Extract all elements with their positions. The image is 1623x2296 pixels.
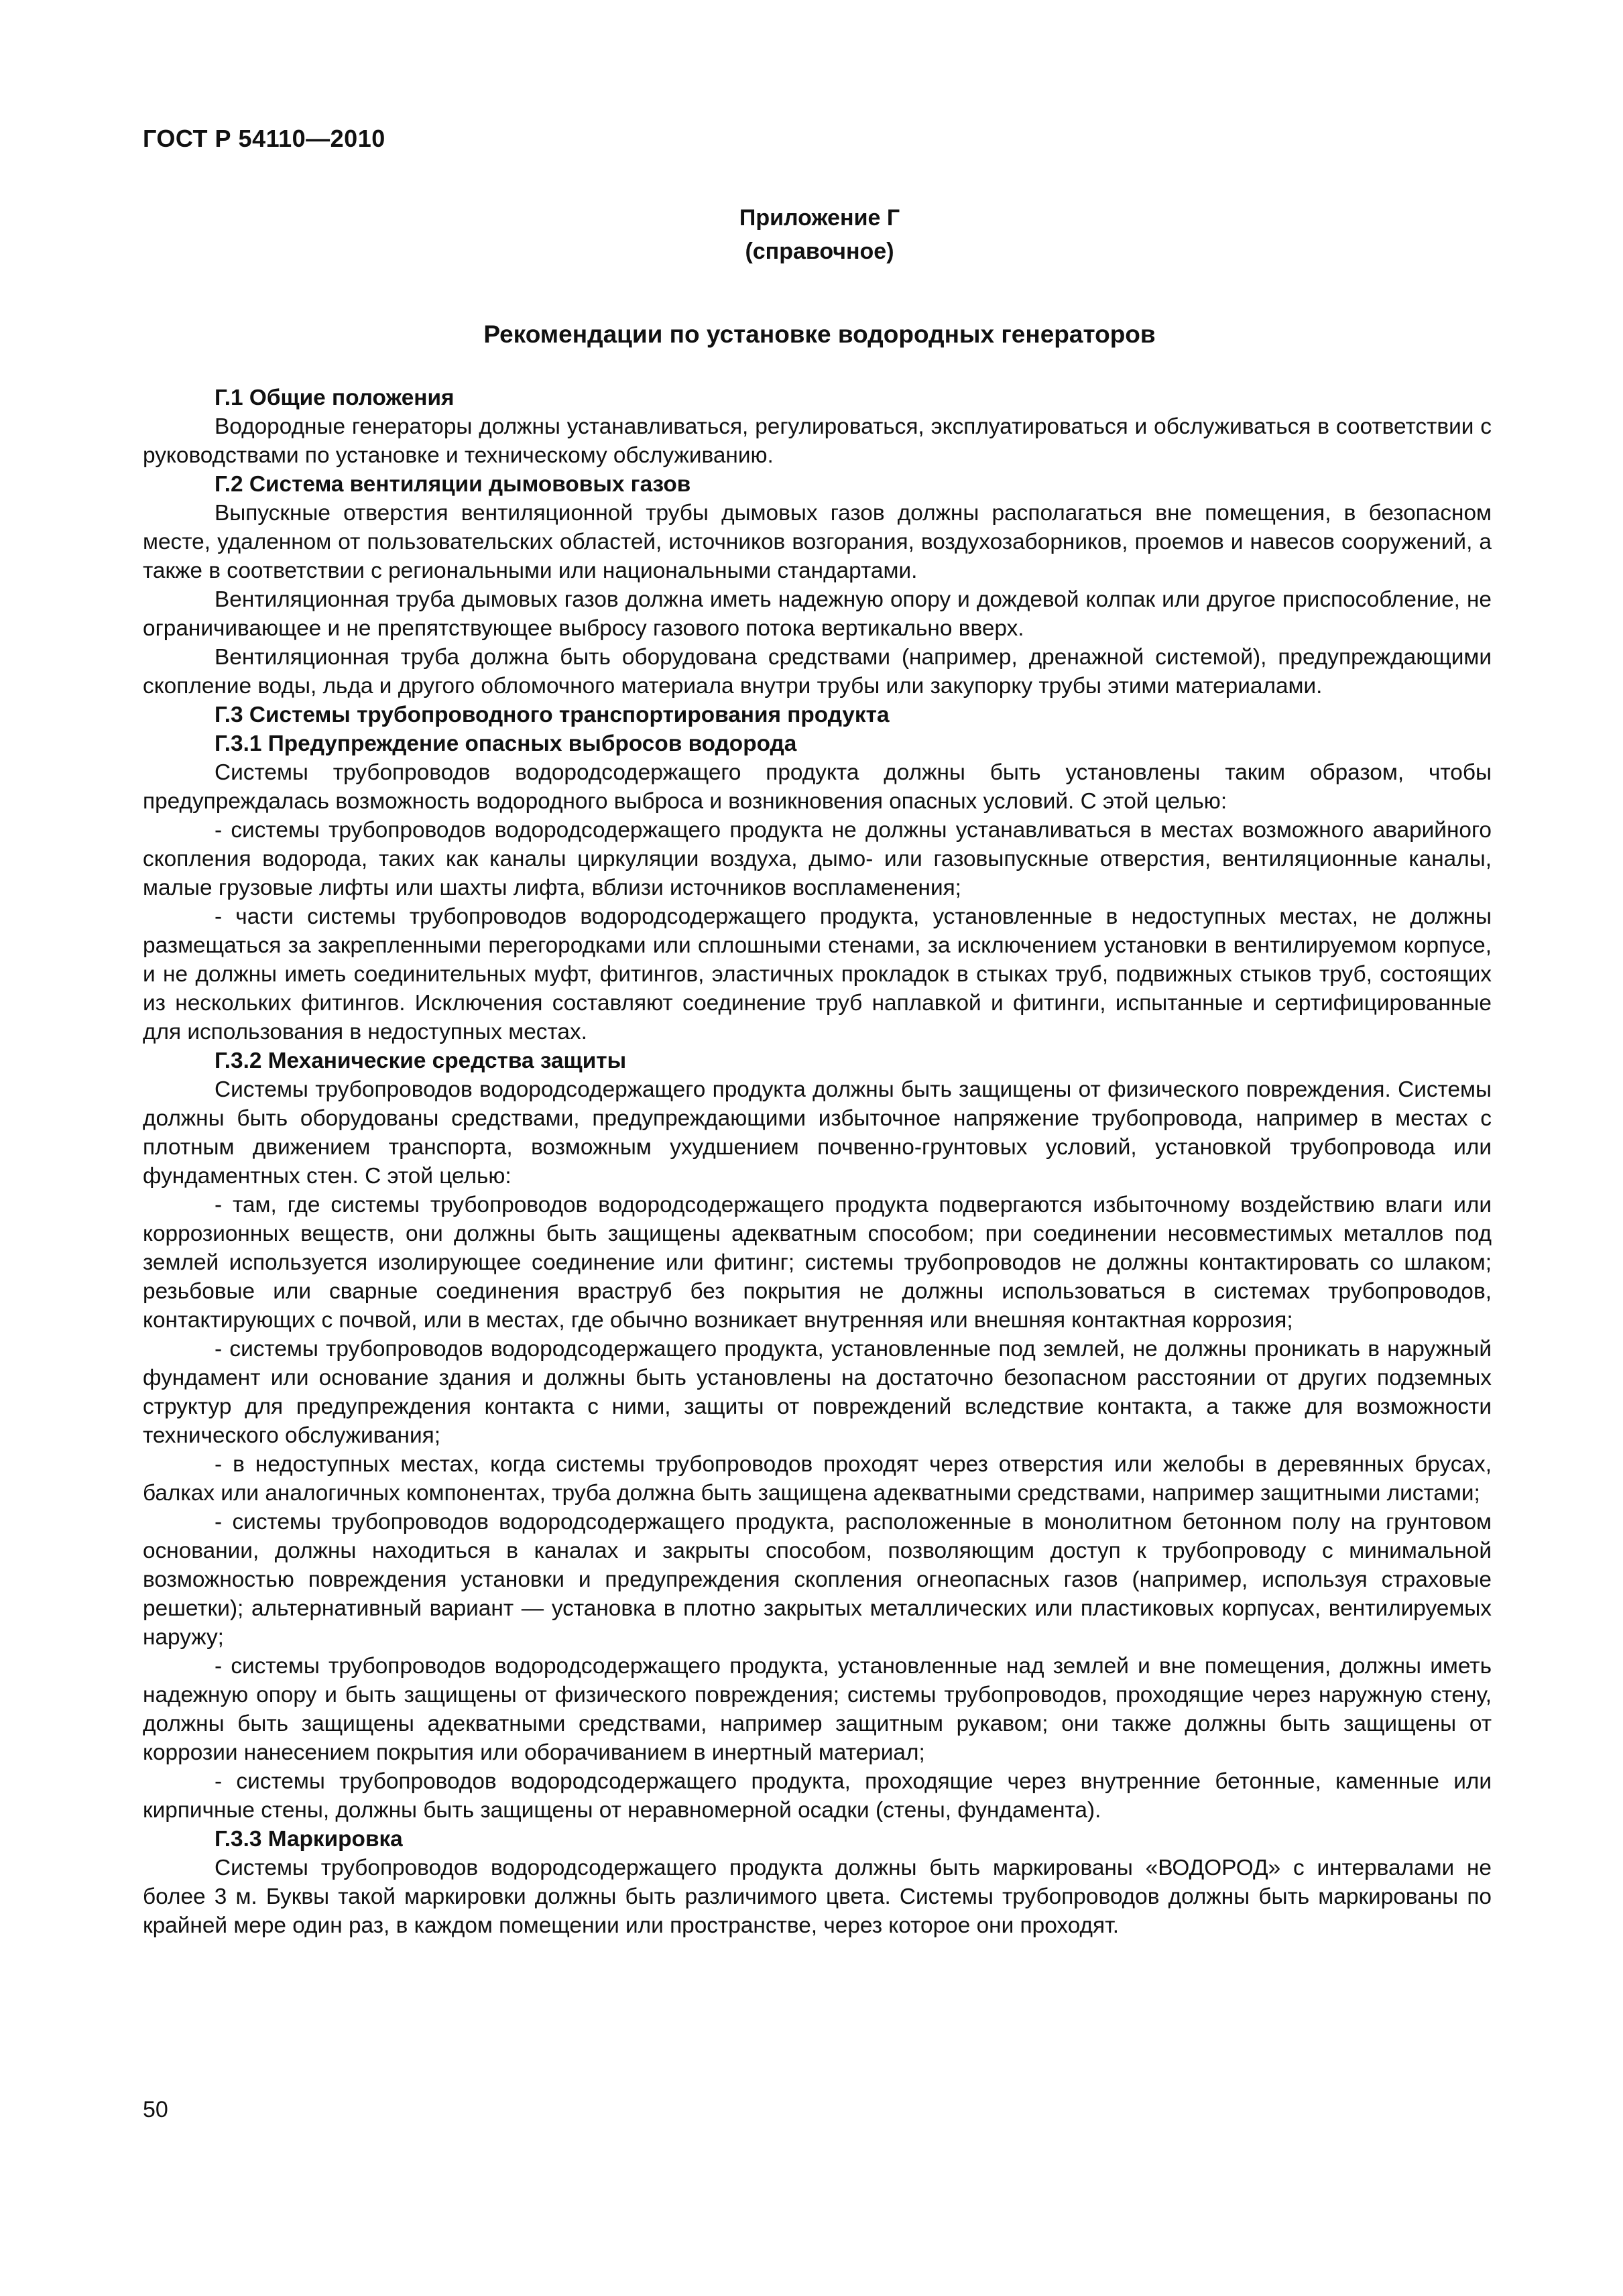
section-heading-g2: Г.2 Система вентиляции дымововых газов [215, 472, 691, 497]
section-heading-g3-3: Г.3.3 Маркировка [215, 1827, 403, 1852]
section-heading-g3-2: Г.3.2 Механические средства защиты [215, 1048, 627, 1073]
paragraph: Системы трубопроводов водородсодержащего продукта должны быть установлены таким образом, чтобы предупреждалась возможность водородного выброса и возникновения опасных условий. С этой целью: [143, 760, 1492, 814]
appendix-label: Приложение Г [739, 205, 900, 231]
paragraph: Водородные генераторы должны устанавливаться, регулироваться, эксплуатироваться и обслуживаться в соответствии с руководствами по установке и техническому обслуживанию. [143, 414, 1492, 468]
paragraph: Системы трубопроводов водородсодержащего продукта должны быть защищены от физического повреждения. Системы должны быть оборудованы средствами, предупреждающими избыточное напряжение трубопровода, например в местах с плотным движением транспорта, возможным ухудшением почвенно-грунтовых условий, установкой трубопровода или фундаментных стен. С этой целью: [143, 1077, 1492, 1189]
list-item: - системы трубопроводов водородсодержащего продукта, расположенные в монолитном бетонном полу на грунтовом основании, должны находиться в каналах и закрыты способом, позволяющим доступ к трубопроводу с минимальной возможностью повреждения установки и предупреждения скопления огнеопасных газов (например, используя страховые решетки); альтернативный вариант — установка в плотно закрытых металлических или пластиковых корпусах, вентилируемых наружу; [143, 1510, 1492, 1650]
paragraph: Системы трубопроводов водородсодержащего продукта должны быть маркированы «ВОДОРОД» с интервалами не более 3 м. Буквы такой маркировки должны быть различимого цвета. Системы трубопроводов должны быть маркированы по крайней мере один раз, в каждом помещении или пространстве, через которое они проходят. [143, 1856, 1492, 1938]
list-item: - части системы трубопроводов водородсодержащего продукта, установленные в недоступных местах, не должны размещаться за закрепленными перегородками или сплошными стенами, за исключением установки в вентилируемом корпусе, и не должны иметь соединительных муфт, фитингов, эластичных прокладок в стыках труб, подвижных стыков труб, состоящих из нескольких фитингов. Исключения составляют соединение труб наплавкой и фитинги, испытанные и сертифицированные для использования в недоступных местах. [143, 904, 1492, 1044]
list-item: - системы трубопроводов водородсодержащего продукта, проходящие через внутренние бетонные, каменные или кирпичные стены, должны быть защищены от неравномерной осадки (стены, фундамента). [143, 1769, 1492, 1823]
list-item: - системы трубопроводов водородсодержащего продукта не должны устанавливаться в местах возможного аварийного скопления водорода, таких как каналы циркуляции воздуха, дымо- или газовыпускные отверстия, вентиляционные каналы, малые грузовые лифты или шахты лифта, вблизи источников воспламенения; [143, 818, 1492, 900]
list-item: - там, где системы трубопроводов водородсодержащего продукта подвергаются избыточному воздействию влаги или коррозионных веществ, они должны быть защищены адекватным способом; при соединении несовместимых металлов под землей используется изолирующее соединение или фитинг; системы трубопроводов не должны контактировать со шлаком; резьбовые или сварные соединения враструб без покрытия не должны использоваться в системах трубопроводов, контактирующих с почвой, или в местах, где обычно возникает внутренняя или внешняя контактная коррозия; [143, 1193, 1492, 1333]
paragraph: Вентиляционная труба должна быть оборудована средствами (например, дренажной системой), предупреждающими скопление воды, льда и другого обломочного материала внутри трубы или закупорку трубы этими материалами. [143, 645, 1492, 699]
appendix-heading [0, 201, 1623, 268]
appendix-kind: (справочное) [745, 239, 894, 264]
paragraph: Вентиляционная труба дымовых газов должна иметь надежную опору и дождевой колпак или другое приспособление, не ограничивающее и не препятствующее выбросу газового потока вертикально вверх. [143, 587, 1492, 641]
list-item: - системы трубопроводов водородсодержащего продукта, установленные над землей и вне помещения, должны иметь надежную опору и быть защищены от физического повреждения; системы трубопроводов, проходящие через наружную стену, должны быть защищены адекватными средствами, например защитным рукавом; они также должны быть защищены от коррозии нанесением покрытия или оборачиванием в инертный материал; [143, 1654, 1492, 1765]
document-body [143, 383, 1492, 1940]
document-id: ГОСТ Р 54110—2010 [143, 125, 385, 152]
section-heading-g3: Г.3 Системы трубопроводного транспортирования продукта [215, 703, 890, 727]
section-heading-g1: Г.1 Общие положения [215, 385, 455, 410]
page-title: Рекомендации по установке водородных генераторов [483, 320, 1156, 348]
section-heading-g3-1: Г.3.1 Предупреждение опасных выбросов водорода [215, 731, 797, 756]
list-item: - в недоступных местах, когда системы трубопроводов проходят через отверстия или желобы в деревянных брусах, балках или аналогичных компонентах, труба должна быть защищена адекватными средствами, например защитными листами; [143, 1452, 1492, 1506]
paragraph: Выпускные отверстия вентиляционной трубы дымовых газов должны располагаться вне помещения, в безопасном месте, удаленном от пользовательских областей, источников возгорания, воздухозаборников, проемов и навесов сооружений, а также в соответствии с региональными или национальными стандартами. [143, 501, 1492, 583]
page-number: 50 [143, 2097, 168, 2122]
list-item: - системы трубопроводов водородсодержащего продукта, установленные под землей, не должны проникать в наружный фундамент или основание здания и должны быть установлены на достаточно безопасном расстоянии от других подземных структур для предупреждения контакта с ними, защиты от повреждений вследствие контакта, а также для возможности технического обслуживания; [143, 1337, 1492, 1448]
